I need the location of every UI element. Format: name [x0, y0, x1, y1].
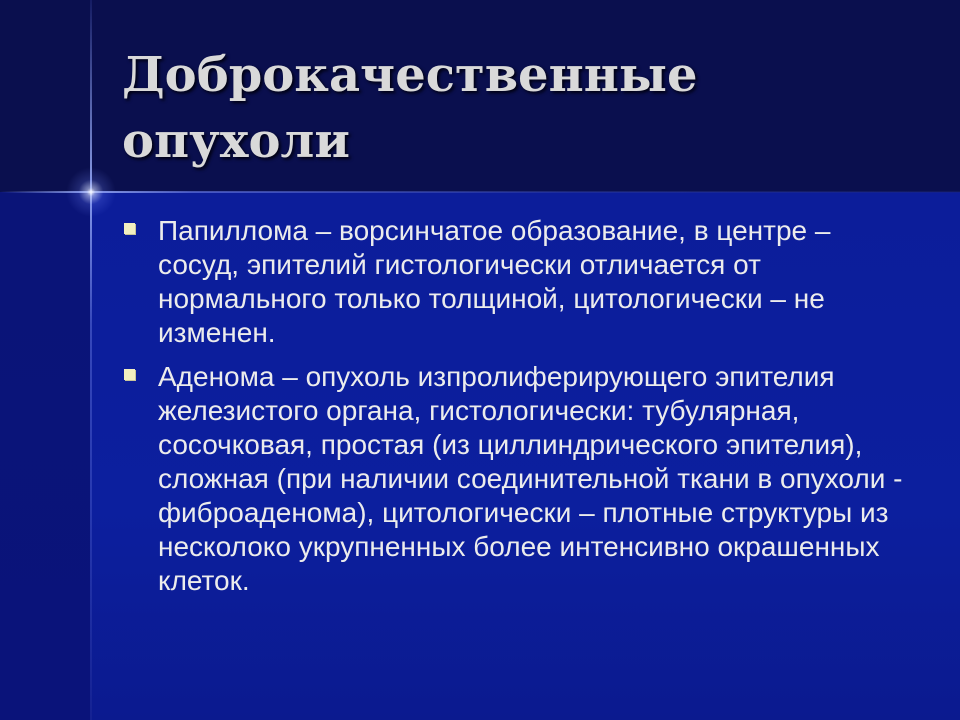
- square-bullet-icon: [124, 223, 135, 234]
- bullet-text: Папиллома – ворсинчатое образование, в центре – сосуд, эпителий гистологически отличается от нормального только толщиной, цитологически – не изменен.: [158, 215, 831, 348]
- left-band: [0, 192, 90, 720]
- horizontal-accent-line: [0, 191, 960, 193]
- bullet-item-papilloma: [124, 214, 914, 350]
- bullet-item-adenoma: [124, 360, 914, 598]
- sparkle-icon: [66, 167, 116, 217]
- square-bullet-icon: [124, 369, 135, 380]
- bullet-text: Аденома – опухоль изпролиферирующего эпителия железистого органа, гистологически: тубулярная, сосочковая, простая (из циллиндрического эпителия), сложная (при наличии соединительной ткани в опухоли - фиброаденома), цитологически – плотные структуры из несколоко укрупненных более интенсивно окрашенных клеток.: [158, 361, 903, 596]
- bullet-list: [124, 214, 914, 608]
- slide-title: Доброкачественные опухоли: [122, 47, 698, 169]
- vertical-accent-line: [90, 0, 92, 720]
